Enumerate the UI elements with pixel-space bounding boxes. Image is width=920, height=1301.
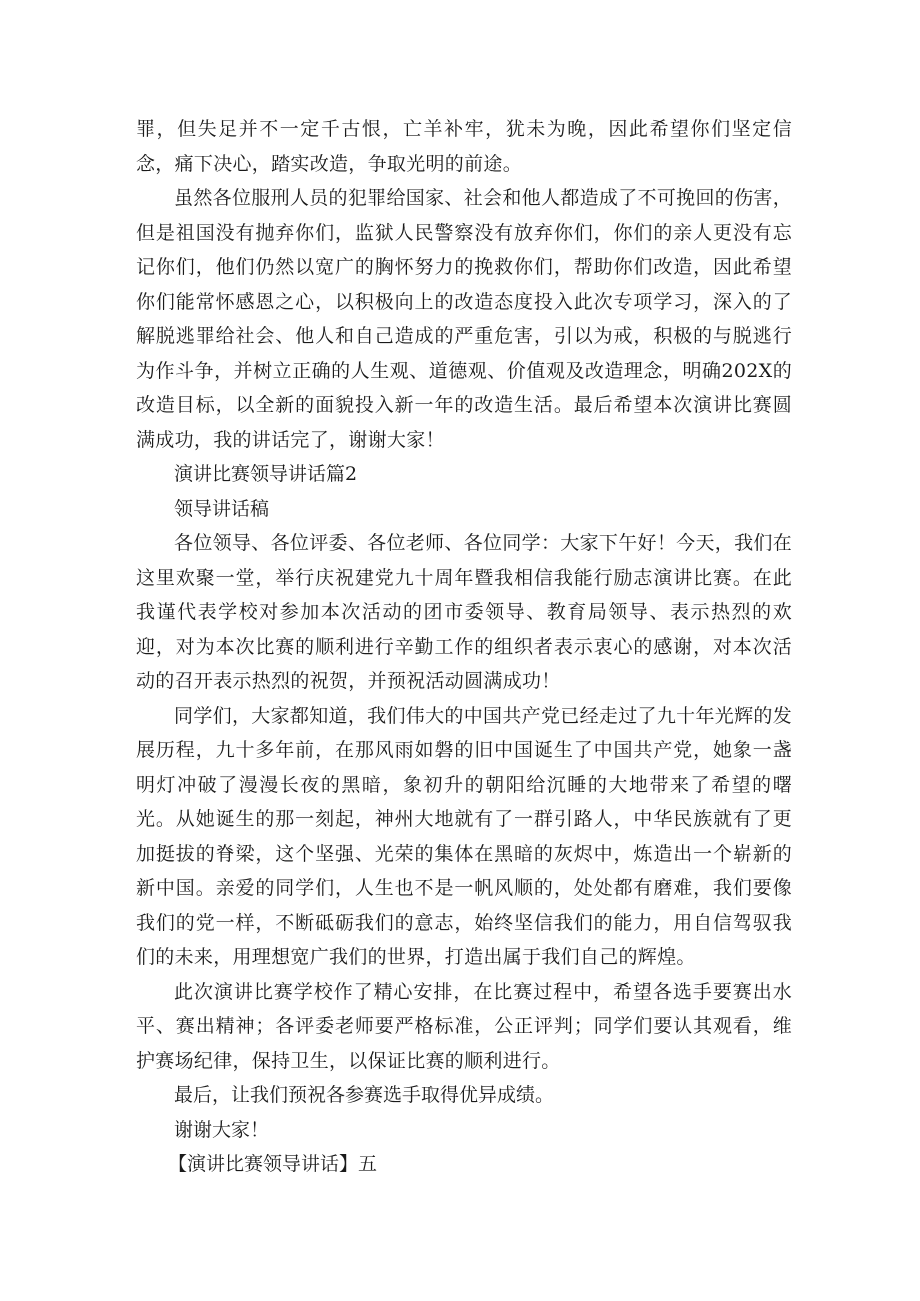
paragraph-continuation: 罪，但失足并不一定千古恨，亡羊补牢，犹未为晚，因此希望你们坚定信念，痛下决心，踏实改造，争取光明的前途。 (136, 118, 792, 175)
paragraph-closing-wish: 最后，让我们预祝各参赛选手取得优异成绩。 (174, 1084, 555, 1106)
section-title: 演讲比赛领导讲话篇2 (174, 463, 358, 485)
paragraph-competition-arrangement: 此次演讲比赛学校作了精心安排，在比赛过程中，希望各选手要赛出水平、赛出精神；各评委老师要严格标准，公正评判；同学们要认其观看，维护赛场纪律，保持卫生，以保证比赛的顺利进行。 (136, 980, 792, 1072)
paragraph-apology-remarks: 虽然各位服刑人员的犯罪给国家、社会和他人都造成了不可挽回的伤害，但是祖国没有抛弃你们，监狱人民警察没有放弃你们，你们的亲人更没有忘记你们，他们仍然以宽广的胸怀努力的挽救你们，帮助你们改造，因此希望你们能常怀感恩之心，以积极向上的改造态度投入此次专项学习，深入的了解脱逃罪给社会、他人和自己造成的严重危害，引以为戒，积极的与脱逃行为作斗争，并树立正确的人生观、道德观、价值观及改造理念，明确202X的改造目标，以全新的面貌投入新一年的改造生活。最后希望本次演讲比赛圆满成功，我的讲话完了，谢谢大家！ (136, 187, 792, 451)
subsection-title: 领导讲话稿 (174, 497, 270, 520)
document-body (136, 112, 792, 1182)
next-section-heading: 【演讲比赛领导讲话】五 (168, 1153, 378, 1175)
paragraph-thanks: 谢谢大家！ (174, 1118, 270, 1141)
paragraph-party-history: 同学们，大家都知道，我们伟大的中国共产党已经走过了九十年光辉的发展历程，九十多年前，在那风雨如磐的旧中国诞生了中国共产党，她象一盏明灯冲破了漫漫长夜的黑暗，象初升的朝阳给沉睡的大地带来了希望的曙光。从她诞生的那一刻起，神州大地就有了一群引路人，中华民族就有了更加挺拔的脊梁，这个坚强、光荣的集体在黑暗的灰烬中，炼造出一个崭新的新中国。亲爱的同学们，人生也不是一帆风顺的，处处都有磨难，我们要像我们的党一样，不断砥砺我们的意志，始终坚信我们的能力，用自信驾驭我们的未来，用理想宽广我们的世界，打造出属于我们自己的辉煌。 (136, 704, 792, 968)
paragraph-greeting: 各位领导、各位评委、各位老师、各位同学：大家下午好！今天，我们在这里欢聚一堂，举行庆祝建党九十周年暨我相信我能行励志演讲比赛。在此我谨代表学校对参加本次活动的团市委领导、教育局领导、表示热烈的欢迎，对为本次比赛的顺利进行辛勤工作的组织者表示衷心的感谢，对本次活动的召开表示热烈的祝贺，并预祝活动圆满成功！ (136, 532, 792, 692)
